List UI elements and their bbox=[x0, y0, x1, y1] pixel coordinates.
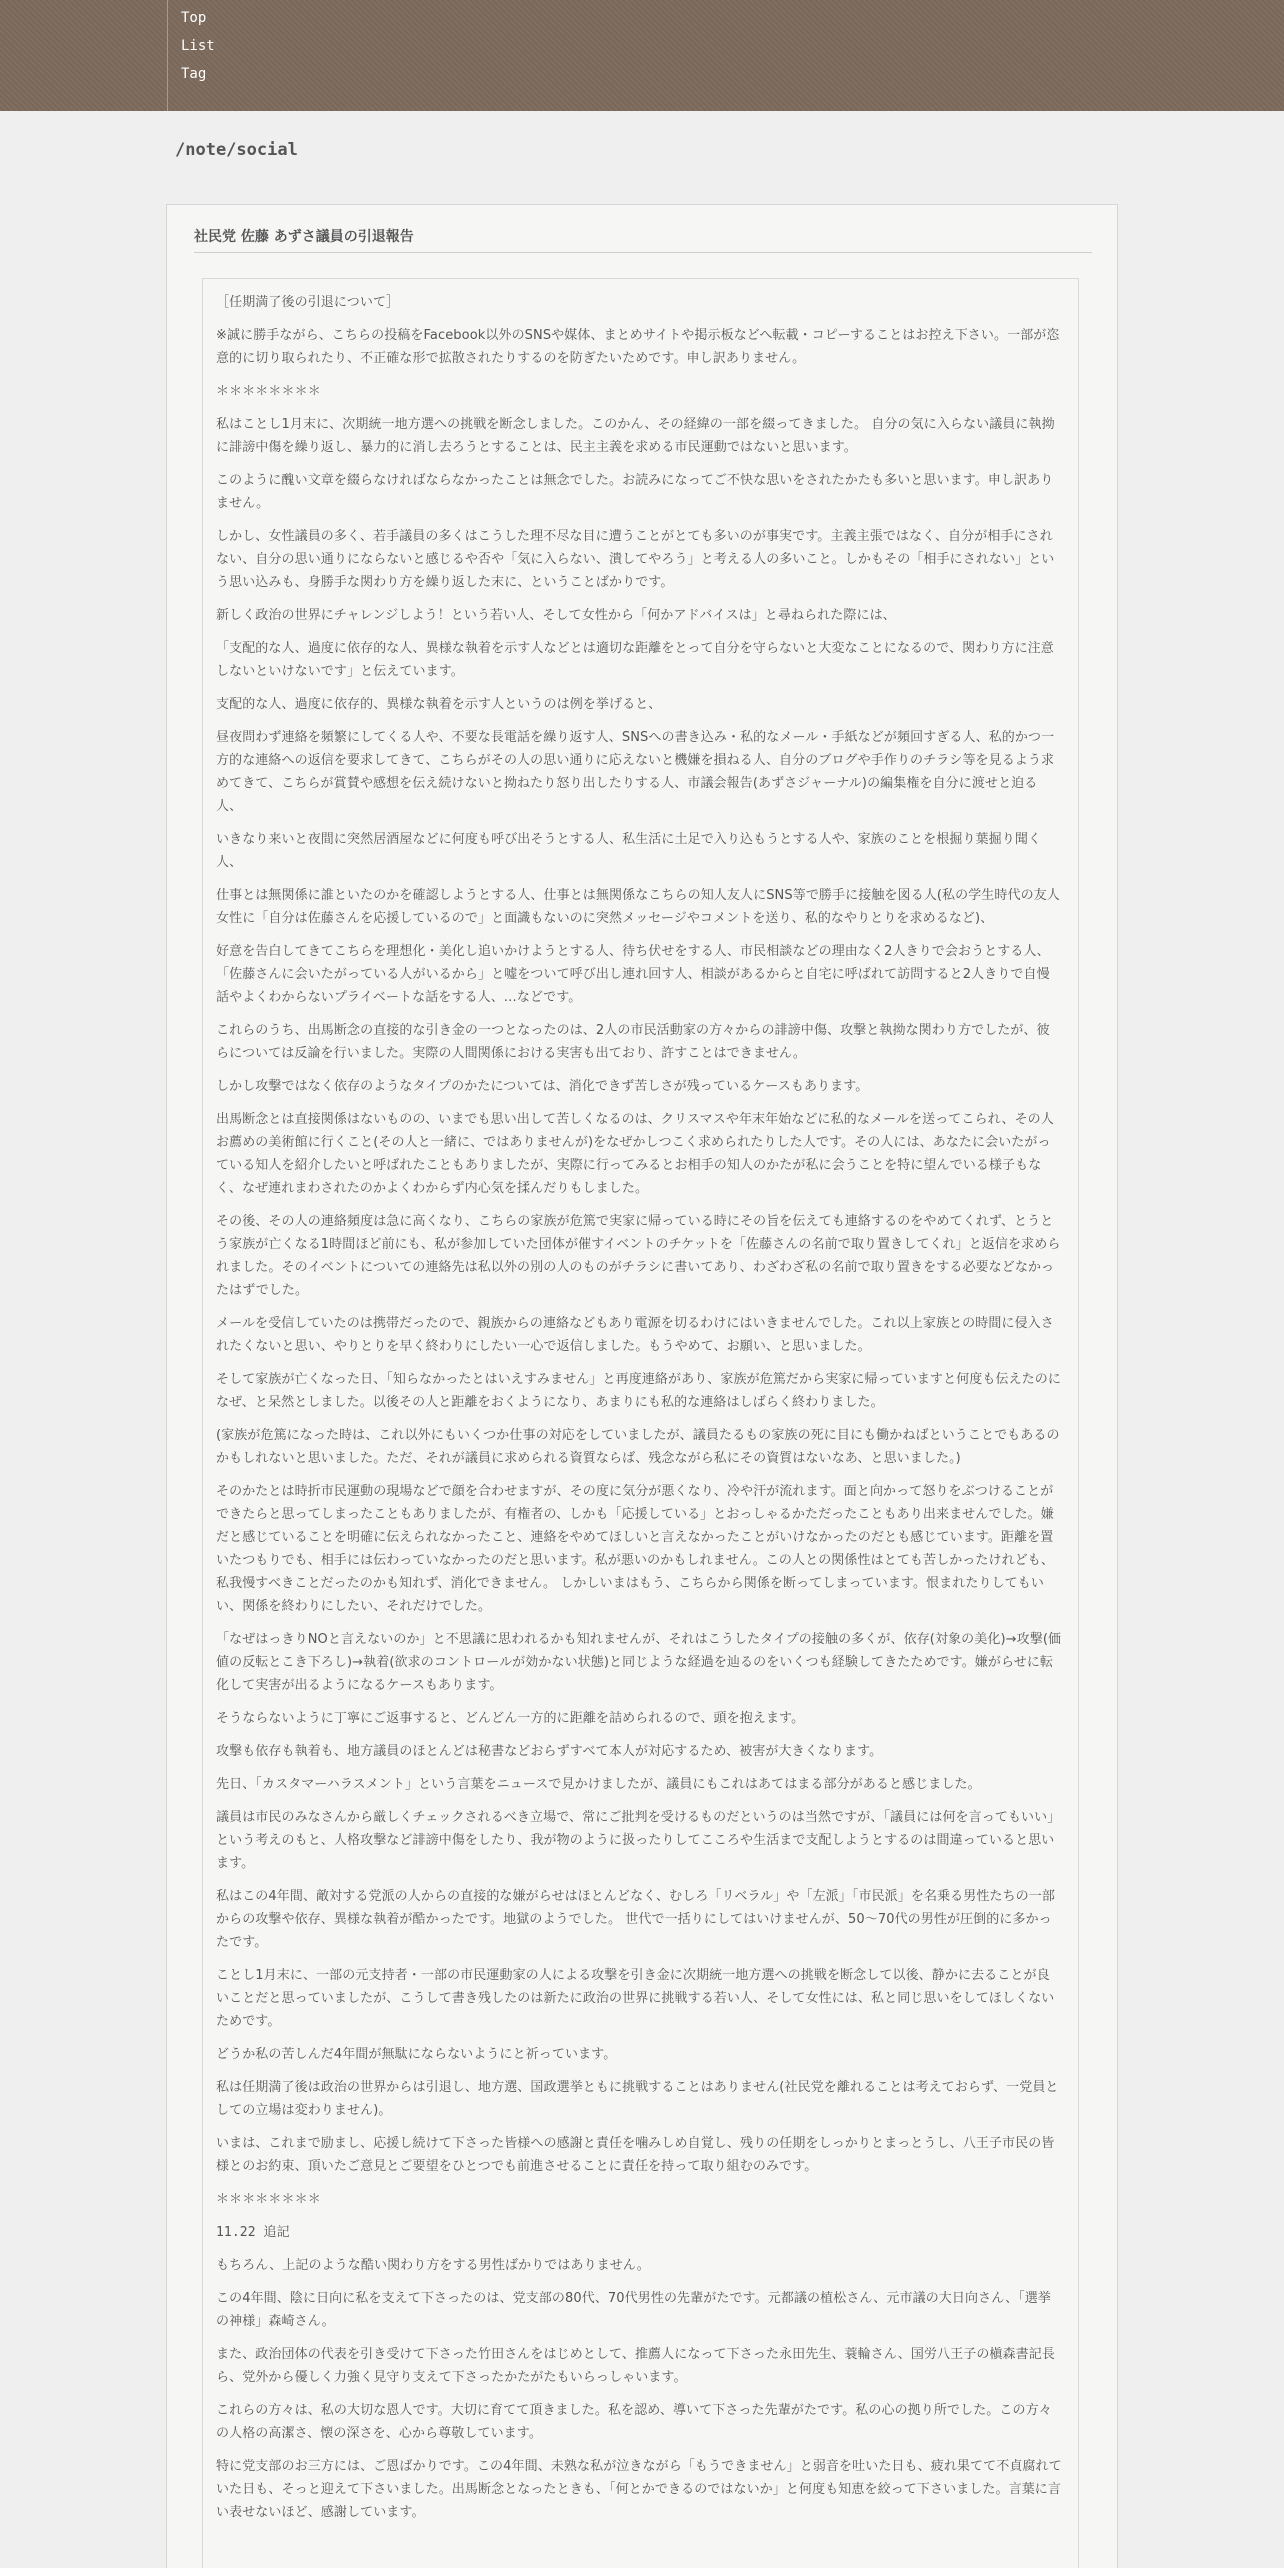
post-paragraph: どうか私の苦しんだ4年間が無駄にならないようにと祈っています。 bbox=[216, 2047, 617, 2062]
post-paragraph: 「なぜはっきりNOと言えないのか」と不思議に思われるかも知れませんが、それはこうしたタイプの接触の多くが、依存(対象の美化)→攻撃(価値の反転とこき下ろし)→執着(欲求のコントロールが効かない状態)と同じような経過を辿るのをいくつも経験してきたためです。嫌がらせに転化して実害が出るようになるケースもあります。 bbox=[216, 1632, 1062, 1693]
post-paragraph: (家族が危篤になった時は、これ以外にもいくつか仕事の対応をしていましたが、議員たるもの家族の死に目にも働かねばということでもあるのかもしれないと思いました。ただ、それが議員に求められる資質ならば、残念ながら私にその資質はないなあ、と思いました。) bbox=[216, 1428, 1060, 1466]
post-paragraph: ことし1月末に、一部の元支持者・一部の市民運動家の人による攻撃を引き金に次期統一地方選への挑戦を断念して以後、静かに去ることが良いことだと思っていましたが、こうして書き残したのは新たに政治の世界に挑戦する若い人、そして女性には、私と同じ思いをしてほしくないためです。 bbox=[216, 1968, 1055, 2029]
post-paragraph: そして家族が亡くなった日、「知らなかったとはいえすみません」と再度連絡があり、家族が危篤だから実家に帰っていますと何度も伝えたのになぜ、と呆然としました。以後その人と距離をおくようになり、あまりにも私的な連絡はしばらく終わりました。 bbox=[216, 1372, 1062, 1410]
post-paragraph: そうならないように丁寧にご返事すると、どんどん一方的に距離を詰められるので、頭を抱えます。 bbox=[216, 1711, 805, 1726]
post-paragraph: これらの方々は、私の大切な恩人です。大切に育てて頂きました。私を認め、導いて下さった先輩がたです。私の心の拠り所でした。この方々の人格の高潔さ、懐の深さを、心から尊敬しています。 bbox=[216, 2403, 1052, 2441]
nav-link-tag[interactable]: Tag bbox=[181, 66, 207, 82]
post-paragraph: 出馬断念とは直接関係はないものの、いまでも思い出して苦しくなるのは、クリスマスや年末年始などに私的なメールを送ってこられ、その人お薦めの美術館に行くこと(その人と一緒に、ではありませんが)をなぜかしつこく求められたりした人です。その人には、あなたに会いたがっている知人を紹介したいと呼ばれたこともありましたが、実際に行ってみるとお相手の知人のかたが私に会うことを特に望んでいる様子もなく、なぜ連れまわされたのかよくわからず内心気を揉んだりもしました。 bbox=[216, 1112, 1054, 1196]
post-paragraph: もちろん、上記のような酷い関わり方をする男性ばかりではありません。 bbox=[216, 2258, 650, 2273]
post-paragraph: 仕事とは無関係に誰といたのかを確認しようとする人、仕事とは無関係なこちらの知人友人にSNS等で勝手に接触を図る人(私の学生時代の友人女性に「自分は佐藤さんを応援しているので」と面識もないのに突然メッセージやコメントを送り、私的なやりとりを求めるなど)、 bbox=[216, 888, 1060, 926]
post-paragraph: 好意を告白してきてこちらを理想化・美化し追いかけようとする人、待ち伏せをする人、市民相談などの理由なく2人きりで会おうとする人、「佐藤さんに会いたがっている人がいるから」と嘘をついて呼び出し連れ回す人、相談があるからと自宅に呼ばれて訪問すると2人きりで自慢話やよくわからないプライベートな話をする人、…などです。 bbox=[216, 944, 1050, 1005]
post-paragraph: 昼夜問わず連絡を頻繁にしてくる人や、不要な長電話を繰り返す人、SNSへの書き込み・私的なメール・手紙などが頻回すぎる人、私的かつ一方的な連絡への返信を要求してきて、こちらがその人の思い通りに応えないと機嫌を損ねる人、自分のブログや手作りのチラシ等を見るよう求めてきて、こちらが賞賛や感想を伝え続けないと拗ねたり怒り出したりする人、市議会報告(あずさジャーナル)の編集権を自分に渡せと迫る人、 bbox=[216, 730, 1055, 814]
post-paragraph: 先日、「カスタマーハラスメント」という言葉をニュースで見かけましたが、議員にもこれはあてはまる部分があると感じました。 bbox=[216, 1777, 981, 1792]
post-paragraph: この4年間、陰に日向に私を支えて下さったのは、党支部の80代、70代男性の先輩がたです。元都議の植松さん、元市議の大日向さん、「選挙の神様」森崎さん。 bbox=[216, 2291, 1051, 2329]
post-paragraph: 特に党支部のお三方には、ご恩ばかりです。この4年間、未熟な私が泣きながら「もうできません」と弱音を吐いた日も、疲れ果てて不貞腐れていた日も、そっと迎えて下さいました。出馬断念となったときも、「何とかできるのではないか」と何度も知恵を絞って下さいました。言葉に言い表せないほど、感謝しています。 bbox=[216, 2459, 1062, 2520]
header-divider bbox=[167, 0, 168, 111]
post-addendum-heading: 11.22 追記 bbox=[216, 2225, 290, 2240]
post-separator: ＊＊＊＊＊＊＊＊ bbox=[216, 384, 321, 399]
post-paragraph: このように醜い文章を綴らなければならなかったことは無念でした。お読みになってご不快な思いをされたかたも多いと思います。申し訳ありません。 bbox=[216, 473, 1054, 511]
post-paragraph: 議員は市民のみなさんから厳しくチェックされるべき立場で、常にご批判を受けるものだというのは当然ですが、「議員には何を言ってもいい」という考えのもと、人格攻撃など誹謗中傷をしたり、我が物のように扱ったりしてこころや生活まで支配しようとするのは間違っていると思います。 bbox=[216, 1810, 1061, 1871]
nav-link-list[interactable]: List bbox=[181, 38, 215, 54]
post-paragraph: しかし攻撃ではなく依存のようなタイプのかたについては、消化できず苦しさが残っているケースもあります。 bbox=[216, 1079, 869, 1094]
main-nav bbox=[181, 4, 215, 88]
post-paragraph: 攻撃も依存も執着も、地方議員のほとんどは秘書などおらずすべて本人が対応するため、被害が大きくなります。 bbox=[216, 1744, 883, 1759]
site-header bbox=[0, 0, 1284, 111]
nav-link-top[interactable]: Top bbox=[181, 10, 207, 26]
post-paragraph: しかし、女性議員の多く、若手議員の多くはこうした理不尽な目に遭うことがとても多いのが事実です。主義主張ではなく、自分が相手にされない、自分の思い通りにならないと感じるや否や「気に入らない、潰してやろう」と考える人の多いこと。しかもその「相手にされない」という思い込みも、身勝手な関わり方を繰り返した末に、ということばかりです。 bbox=[216, 529, 1055, 590]
post-paragraph: ※誠に勝手ながら、こちらの投稿をFacebook以外のSNSや媒体、まとめサイトや掲示板などへ転載・コピーすることはお控え下さい。一部が恣意的に切り取られたり、不正確な形で拡散されたりするのを防ぎたいためです。申し訳ありません。 bbox=[216, 328, 1060, 366]
post-paragraph: そのかたとは時折市民運動の現場などで顔を合わせますが、その度に気分が悪くなり、冷や汗が流れます。面と向かって怒りをぶつけることができたらと思ってしまったこともありましたが、有権者の、しかも「応援している」とおっしゃるかただったこともあり出来ませんでした。嫌だと感じていることを明確に伝えられなかったこと、連絡をやめてほしいと言えなかったことがいけなかったのだとも感じています。距離を置いたつもりでも、相手には伝わっていなかったのだと思います。私が悪いのかもしれません。この人との関係性はとても苦しかったけれども、私我慢すべきことだったのかも知れず、消化できません。 しかしいまはもう、こちらから関係を断ってしまっています。恨まれたりしてもいい、関係を終わりにしたい、それだけでした。 bbox=[216, 1484, 1055, 1614]
post-paragraph: 私はことし1月末に、次期統一地方選への挑戦を断念しました。このかん、その経緯の一部を綴ってきました。 自分の気に入らない議員に執拗に誹謗中傷を繰り返し、暴力的に消し去ろうとすることは、民主主義を求める市民運動ではないと思います。 bbox=[216, 417, 1055, 455]
post-paragraph: また、政治団体の代表を引き受けて下さった竹田さんをはじめとして、推薦人になって下さった永田先生、蓑輪さん、国労八王子の槇森書記長ら、党外から優しく力強く見守り支えて下さったかたがたもいらっしゃいます。 bbox=[216, 2347, 1055, 2385]
page-path: /note/social bbox=[175, 140, 298, 160]
post-paragraph: メールを受信していたのは携帯だったので、親族からの連絡などもあり電源を切るわけにはいきませんでした。これ以上家族との時間に侵入されたくないと思い、やりとりを早く終わりにしたい一心で返信しました。もうやめて、お願い、と思いました。 bbox=[216, 1316, 1054, 1354]
post-paragraph: その後、その人の連絡頻度は急に高くなり、こちらの家族が危篤で実家に帰っている時にその旨を伝えても連絡するのをやめてくれず、とうとう家族が亡くなる1時間ほど前にも、私が参加していた団体が催すイベントのチケットを「佐藤さんの名前で取り置きしてくれ」と返信を求められました。そのイベントについての連絡先は私以外の別の人のものがチラシに書いてあり、わざわざ私の名前で取り置きをする必要などなかったはずでした。 bbox=[216, 1214, 1061, 1298]
post-paragraph: ［任期満了後の引退について］ bbox=[216, 295, 400, 310]
post-paragraph: 「支配的な人、過度に依存的な人、異様な執着を示す人などとは適切な距離をとって自分を守らないと大変なことになるので、関わり方に注意しないといけないです」と伝えています。 bbox=[216, 641, 1054, 679]
post-paragraph: これらのうち、出馬断念の直接的な引き金の一つとなったのは、2人の市民活動家の方々からの誹謗中傷、攻撃と執拗な関わり方でしたが、彼らについては反論を行いました。実際の人間関係における実害も出ており、許すことはできません。 bbox=[216, 1023, 1050, 1061]
post-body bbox=[202, 278, 1079, 2568]
post-paragraph: いきなり来いと夜間に突然居酒屋などに何度も呼び出そうとする人、私生活に土足で入り込もうとする人や、家族のことを根掘り葉掘り聞く人、 bbox=[216, 832, 1042, 870]
post-paragraph: 私は任期満了後は政治の世界からは引退し、地方選、国政選挙ともに挑戦することはありません(社民党を離れることは考えておらず、一党員としての立場は変わりません)。 bbox=[216, 2080, 1059, 2118]
post-panel bbox=[166, 204, 1118, 2568]
post-paragraph: 私はこの4年間、敵対する党派の人からの直接的な嫌がらせはほとんどなく、むしろ「リベラル」や「左派」「市民派」を名乗る男性たちの一部からの攻撃や依存、異様な執着が酷かったです。地獄のようでした。 世代で一括りにしてはいけませんが、50〜70代の男性が圧倒的に多かったです。 bbox=[216, 1889, 1055, 1950]
post-paragraph: 支配的な人、過度に依存的、異様な執着を示す人というのは例を挙げると、 bbox=[216, 697, 662, 712]
post-separator: ＊＊＊＊＊＊＊＊ bbox=[216, 2192, 321, 2207]
post-paragraph: いまは、これまで励まし、応援し続けて下さった皆様への感謝と責任を噛みしめ自覚し、残りの任期をしっかりとまっとうし、八王子市民の皆様とのお約束、頂いたご意見とご要望をひとつでも前進させることに責任を持って取り組むのみです。 bbox=[216, 2136, 1055, 2174]
post-paragraph: 新しく政治の世界にチャレンジしよう！という若い人、そして女性から「何かアドバイスは」と尋ねられた際には、 bbox=[216, 608, 896, 623]
post-title: 社民党 佐藤 あずさ議員の引退報告 bbox=[194, 226, 1092, 253]
